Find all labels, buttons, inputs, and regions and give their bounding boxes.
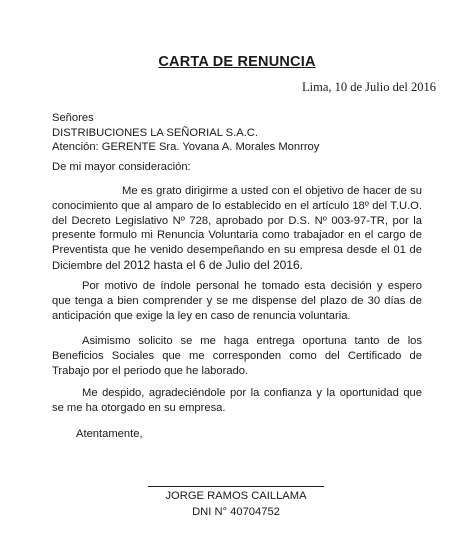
paragraph-3-text: Asimismo solicito se me haga entrega oportuna tanto de los Beneficios Sociales que me corresponden como del Certificado de Trabajo por el periodo que he laborado. — [52, 335, 422, 377]
paragraph-2 — [52, 279, 422, 323]
paragraph-1 — [52, 184, 422, 274]
paragraph-4 — [52, 386, 422, 416]
letter-date: Lima, 10 de Julio del 2016 — [301, 80, 436, 94]
signer-dni: DNI N° 40704752 — [192, 506, 280, 518]
signer-name: JORGE RAMOS CAILLAMA — [165, 490, 307, 502]
paragraph-1-text: Me es grato dirigirme a usted con el objetivo de hacer de su conocimiento que al amparo de lo establecido en el artículo 18º del T.U.O. del Decreto Legislativo Nº 728, aprobado por D.S. Nº 003-97-TR, por la presente formulo mi Renuncia Voluntaria como trabajador en el cargo de Preventista que he venido desempeñando en su empresa desde el 01 de Diciembre del — [52, 185, 422, 272]
greeting: De mi mayor consideración: — [52, 161, 191, 173]
paragraph-1-dates: 2012 hasta el 6 de Julio del 2016. — [123, 257, 303, 272]
paragraph-3 — [52, 334, 422, 378]
recipient-salutation: Señores — [52, 112, 94, 124]
closing: Atentamente, — [76, 428, 143, 440]
signature-line — [148, 486, 324, 487]
recipient-company: DISTRIBUCIONES LA SEÑORIAL S.A.C. — [52, 126, 258, 139]
paragraph-2-text: Por motivo de índole personal he tomado esta decisión y espero que tenga a bien comprender y se me dispense del plazo de 30 días de anticipación que exige la ley en caso de renuncia voluntaria. — [52, 280, 422, 322]
paragraph-4-text: Me despido, agradeciéndole por la confianza y la oportunidad que se me ha otorgado en su empresa. — [52, 387, 422, 414]
recipient-block — [52, 111, 319, 155]
letter-title: CARTA DE RENUNCIA — [158, 54, 316, 70]
recipient-attention: Atención: GERENTE Sra. Yovana A. Morales Monrroy — [52, 141, 320, 153]
